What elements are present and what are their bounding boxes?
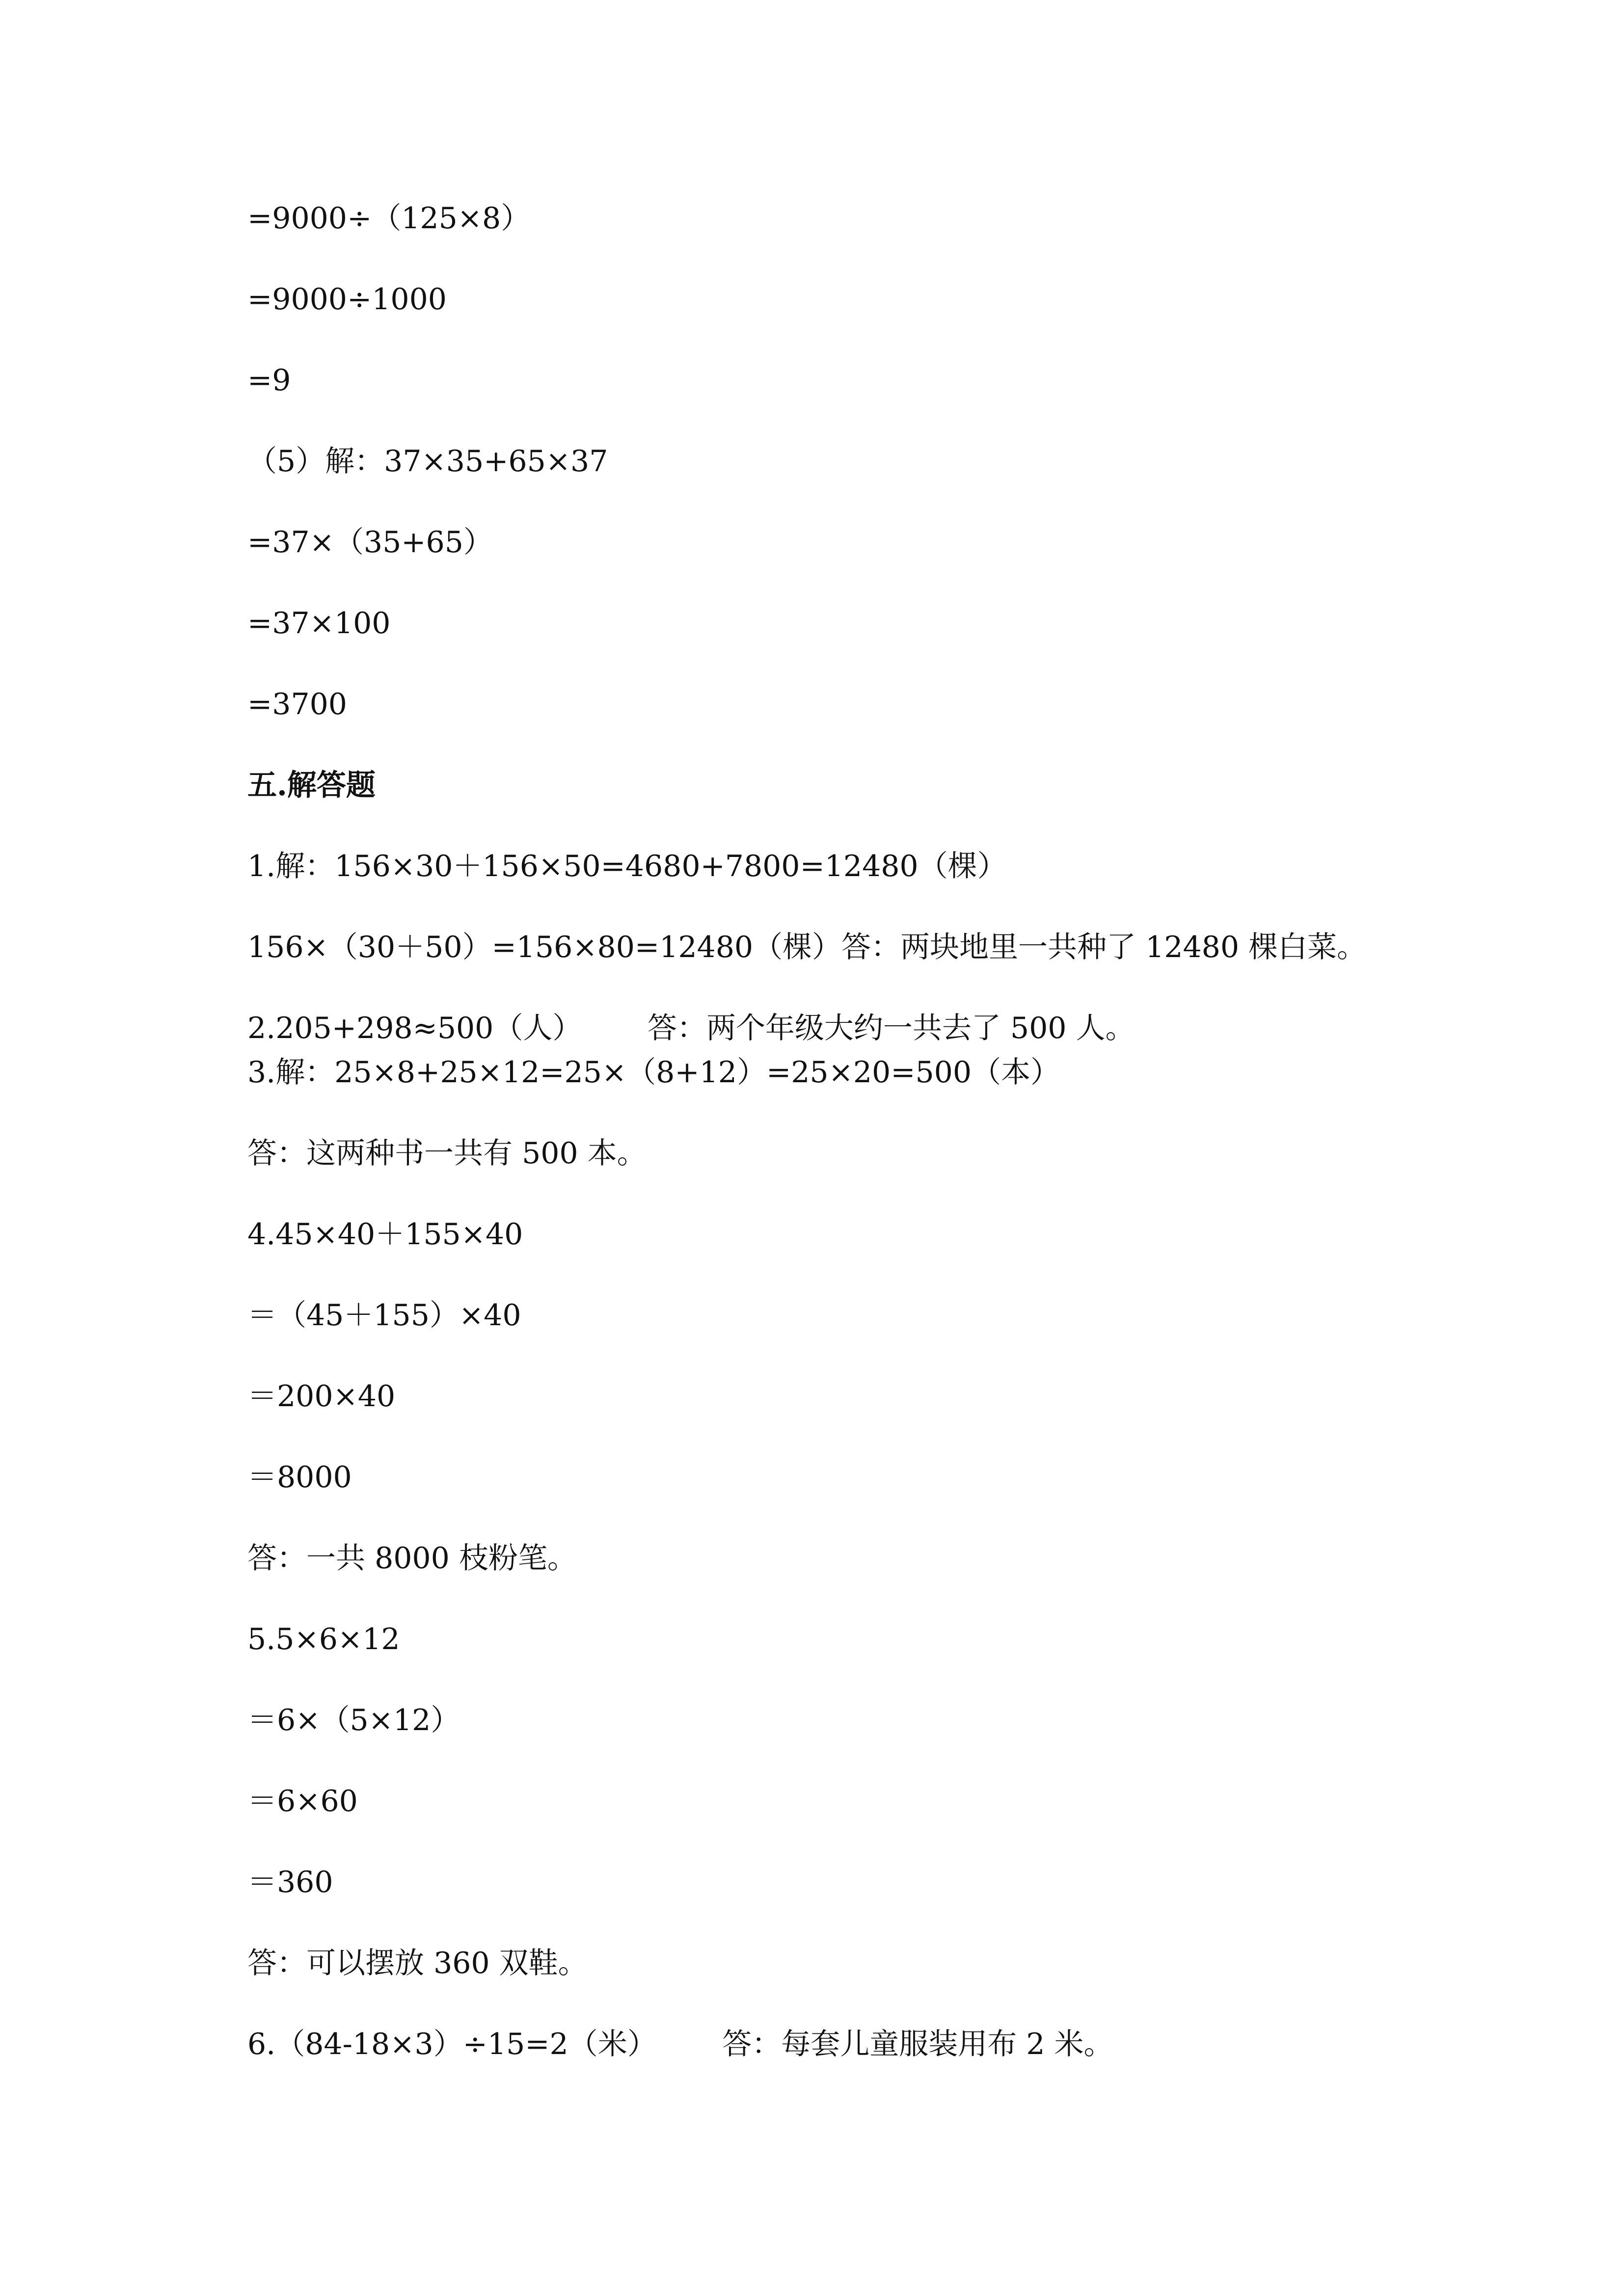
- section-heading: 五.解答题: [247, 768, 376, 802]
- answer-2-line: 2.205+298≈500（人） 答：两个年级大约一共去了 500 人。: [247, 1011, 1135, 1045]
- answer-5-line: ＝360: [247, 1865, 333, 1899]
- answer-5-line: ＝6×（5×12）: [247, 1703, 460, 1737]
- answer-6-line: 6.（84-18×3）÷15=2（米） 答：每套儿童服装用布 2 米。: [247, 2027, 1113, 2061]
- calc-line: =9000÷（125×8）: [247, 201, 531, 236]
- answer-5-line: ＝6×60: [247, 1784, 358, 1818]
- calc-line: =37×（35+65）: [247, 525, 493, 560]
- answer-3-line: 3.解：25×8+25×12=25×（8+12）=25×20=500（本）: [247, 1055, 1060, 1090]
- calc-line: =9000÷1000: [247, 282, 447, 317]
- calc-line: =9: [247, 363, 291, 398]
- problem-5-line: （5）解：37×35+65×37: [247, 444, 608, 479]
- calc-line: =3700: [247, 687, 347, 721]
- answer-4-line: 答：一共 8000 枝粉笔。: [247, 1541, 577, 1575]
- answer-1-line: 156×（30＋50）=156×80=12480（棵）答：两块地里一共种了 12480 棵白菜。: [247, 930, 1367, 964]
- answer-3-line: 答：这两种书一共有 500 本。: [247, 1136, 647, 1171]
- answer-4-line: 4.45×40＋155×40: [247, 1217, 523, 1252]
- answer-5-line: 5.5×6×12: [247, 1622, 400, 1656]
- answer-5-line: 答：可以摆放 360 双鞋。: [247, 1946, 588, 1980]
- answer-4-line: ＝200×40: [247, 1379, 396, 1414]
- answer-4-line: ＝（45＋155）×40: [247, 1298, 521, 1333]
- calc-line: =37×100: [247, 606, 391, 641]
- answer-4-line: ＝8000: [247, 1460, 352, 1495]
- answer-1-line: 1.解：156×30＋156×50=4680+7800=12480（棵）: [247, 849, 1007, 883]
